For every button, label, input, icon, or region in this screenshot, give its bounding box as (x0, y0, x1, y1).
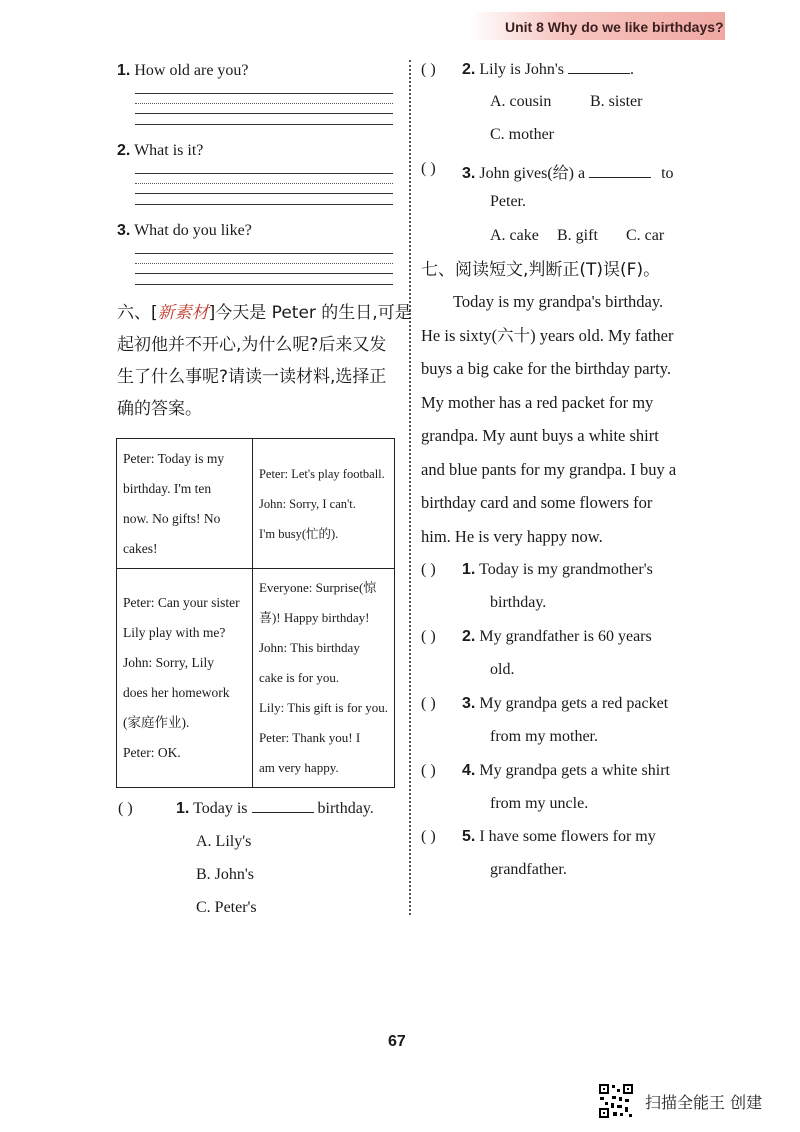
option-c[interactable]: C. car (626, 227, 665, 244)
answer-bracket[interactable]: ( ) (118, 800, 133, 817)
answer-bracket[interactable]: ( ) (421, 561, 436, 578)
section-6-question-1: 1. Today is birthday. (176, 800, 374, 817)
answer-bracket[interactable]: ( ) (421, 160, 436, 177)
dialogue-cell-3: Peter: Can your sister Lily play with me? John: Sorry, Lily does her homework (家庭作业). Peter: OK. (117, 569, 253, 788)
answer-bracket[interactable]: ( ) (421, 762, 436, 779)
writing-line (135, 183, 393, 184)
section-6-question-3: 3. John gives(给) a to (462, 165, 674, 182)
answer-bracket[interactable]: ( ) (421, 61, 436, 78)
tf-item-5: 5. I have some flowers for my (462, 828, 656, 845)
section-6-intro: 六、[新素材]今天是 Peter 的生日,可是 起初他并不开心,为什么呢?后来又发 生了什么事呢?请读一读材料,选择正 确的答案。 (117, 303, 412, 419)
writing-line[interactable] (135, 173, 393, 174)
new-material-tag: 新素材 (157, 303, 209, 323)
writing-line[interactable] (135, 93, 393, 94)
option-b[interactable]: B. John's (196, 866, 255, 883)
tf-item-3: 3. My grandpa gets a red packet (462, 695, 669, 712)
answer-bracket[interactable]: ( ) (421, 628, 436, 645)
tf-item-4: 4. My grandpa gets a white shirt (462, 762, 670, 779)
writing-line (135, 263, 393, 264)
section-7-title: 七、阅读短文,判断正(T)误(F)。 (421, 260, 661, 280)
writing-line (135, 273, 393, 274)
option-a[interactable]: A. Lily's (196, 833, 252, 850)
unit-title: Unit 8 Why do we like birthdays? (505, 19, 724, 35)
writing-line (135, 124, 393, 125)
writing-line (135, 193, 393, 194)
option-b[interactable]: B. gift (557, 227, 598, 244)
answer-bracket[interactable]: ( ) (421, 695, 436, 712)
page-number: 67 (388, 1033, 406, 1050)
option-c[interactable]: C. Peter's (196, 899, 257, 916)
section-6-question-2: 2. Lily is John's . (462, 61, 635, 78)
writing-line (135, 113, 393, 114)
tf-item-1: 1. Today is my grandmother's (462, 561, 653, 578)
writing-line[interactable] (135, 253, 393, 254)
reading-passage: Today is my grandpa's birthday. He is sixty(六十) years old. My father buys a big cake for the birthday party. My mother has a red packet for my grandpa. My aunt buys a white shirt and blue pants for my grandpa. I buy a birthday card and some flowers for him. He is very happy now. (421, 292, 677, 546)
dialogue-table (116, 438, 395, 788)
fill-blank[interactable] (252, 812, 314, 813)
fill-blank[interactable] (568, 73, 630, 74)
dialogue-cell-1: Peter: Today is my birthday. I'm ten now. No gifts! No cakes! (117, 439, 253, 569)
dialogue-cell-4: Everyone: Surprise(惊 喜)! Happy birthday! John: This birthday cake is for you. Lily: This gift is for you. Peter: Thank you! I am very happy. (252, 569, 394, 788)
tf-item-2: 2. My grandfather is 60 years (462, 628, 652, 645)
answer-bracket[interactable]: ( ) (421, 828, 436, 845)
question-text: What do you like? (134, 222, 252, 239)
option-b[interactable]: B. sister (590, 93, 643, 110)
question-text: How old are you? (134, 62, 249, 79)
fill-blank[interactable] (589, 177, 651, 178)
option-c[interactable]: C. mother (490, 126, 554, 143)
dialogue-cell-2: Peter: Let's play football. John: Sorry, I can't. I'm busy(忙的). (252, 439, 394, 569)
question-text: What is it? (134, 142, 204, 159)
writing-line (135, 103, 393, 104)
option-a[interactable]: A. cousin (490, 93, 552, 110)
writing-line (135, 204, 393, 205)
writing-line (135, 284, 393, 285)
column-divider (409, 60, 411, 915)
option-a[interactable]: A. cake (490, 227, 539, 244)
qr-code-icon (598, 1083, 634, 1119)
watermark-text: 扫描全能王 创建 (645, 1093, 763, 1112)
